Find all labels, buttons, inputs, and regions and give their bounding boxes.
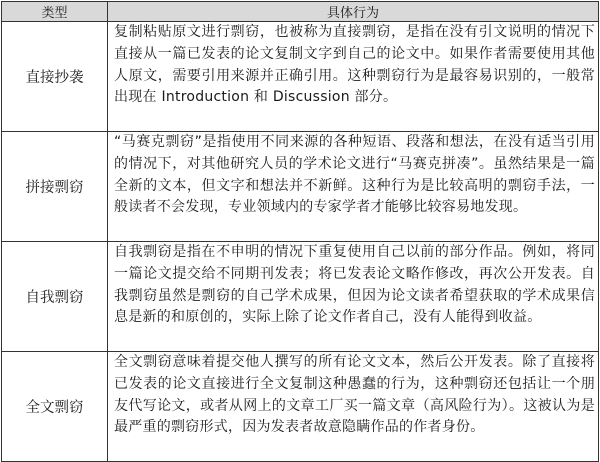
table-header-row xyxy=(2,2,599,22)
table-row-mosaic xyxy=(2,132,599,242)
header-type: 类型 xyxy=(2,2,108,22)
type-cell: 直接抄袭 xyxy=(2,22,108,132)
type-cell: 拼接剽窃 xyxy=(2,132,108,242)
description-cell: 自我剽窃是指在不申明的情况下重复使用自己以前的部分作品。例如，将同一篇论文提交给不同期刊发表；将已发表论文略作修改，再次公开发表。自我剽窃虽然是剽窃的自己学术成果，但因为论文读者希望获取的学术成果信息是新的和原创的，实际上除了论文作者自己，没有人能得到收益。 xyxy=(108,242,599,352)
description-cell: “马赛克剽窃”是指使用不同来源的各种短语、段落和想法，在没有适当引用的情况下，对其他研究人员的学术论文进行“马赛克拼凑”。虽然结果是一篇全新的文本，但文字和想法并不新鲜。这种行为是比较高明的剽窃手法，一般读者不会发现，专业领域内的专家学者才能够比较容易地发现。 xyxy=(108,132,599,242)
table-row-full xyxy=(2,352,599,462)
table-row-self xyxy=(2,242,599,352)
description-cell: 复制粘贴原文进行剽窃，也被称为直接剽窃，是指在没有引文说明的情况下直接从一篇已发表的论文复制文字到自己的论文中。如果作者需要使用其他人原文，需要引用来源并正确引用。这种剽窃行为是最容易识别的，一般常出现在 Introduction 和 Discussion 部分。 xyxy=(108,22,599,132)
plagiarism-types-table xyxy=(1,1,599,462)
header-behavior: 具体行为 xyxy=(108,2,599,22)
type-cell: 自我剽窃 xyxy=(2,242,108,352)
description-cell: 全文剽窃意味着提交他人撰写的所有论文文本，然后公开发表。除了直接将已发表的论文直接进行全文复制这种愚蠢的行为，这种剽窃还包括让一个朋友代写论文，或者从网上的文章工厂买一篇文章（高风险行为）。这被认为是最严重的剽窃形式，因为发表者故意隐瞒作品的作者身份。 xyxy=(108,352,599,462)
table-row-direct-copy xyxy=(2,22,599,132)
type-cell: 全文剽窃 xyxy=(2,352,108,462)
